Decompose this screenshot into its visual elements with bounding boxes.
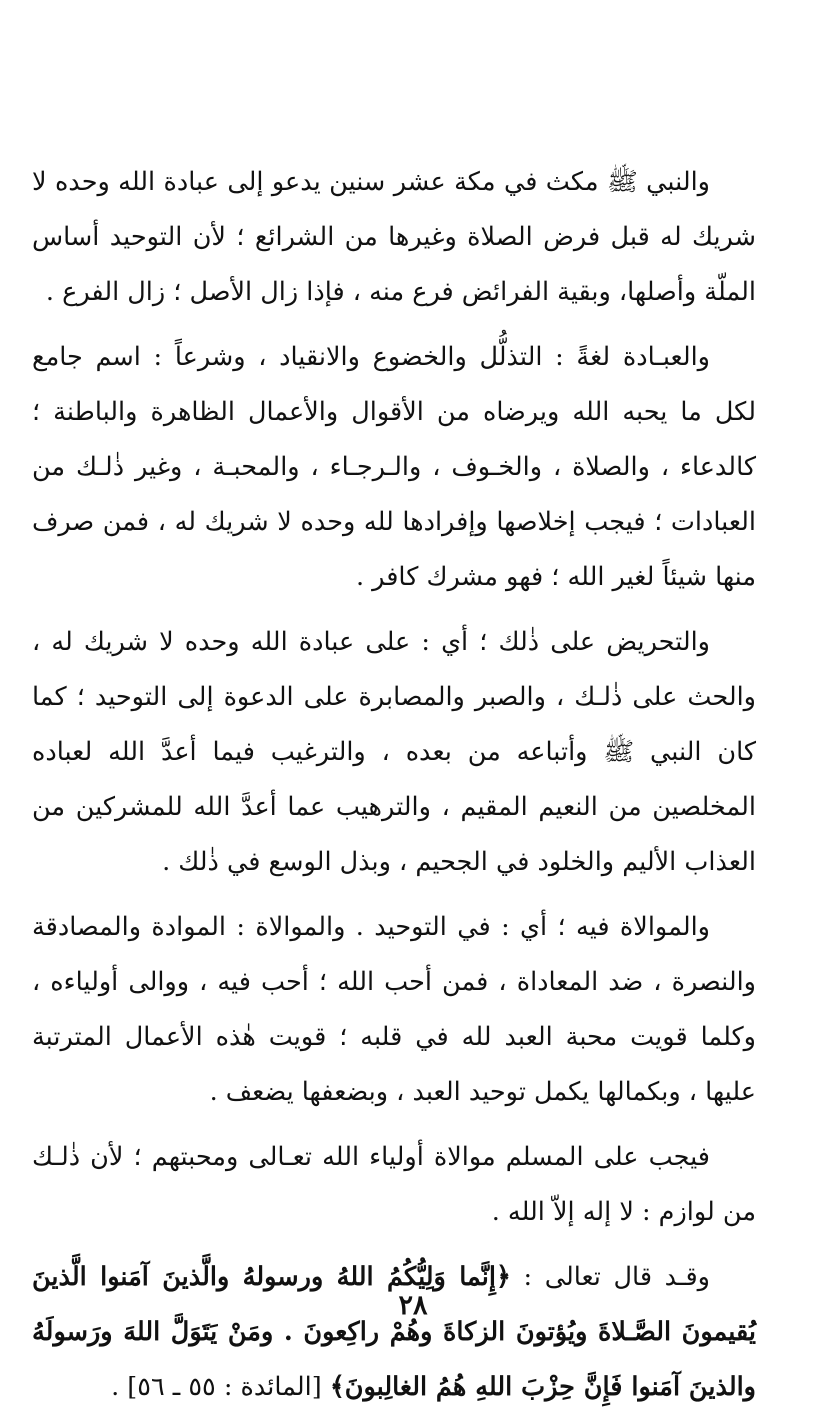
paragraph-quran-citation <box>32 1250 756 1415</box>
citation-intro: وقـد قال تعالى : <box>510 1262 710 1292</box>
quran-verse: ﴿إِنَّما وَلِيُّكُمُ اللهُ ورسولهُ والَّذينَ آمَنوا الَّذينَ يُقيمونَ الصَّـلاةَ ويُؤتونَ الزكاةَ وهُمْ راكِعونَ . ومَنْ يَتَوَلَّ اللهَ ورَسولَهُ والذينَ آمَنوا فَإِنَّ حِزْبَ اللهِ هُمُ الغالِبونَ﴾ <box>32 1262 756 1402</box>
page-number: ٢٨ <box>398 1290 428 1321</box>
paragraph-muwalah: والموالاة فيه ؛ أي : في التوحيد . والموالاة : الموادة والمصادقة والنصرة ، ضد المعاداة ، فمن أحب الله ؛ أحب فيه ، ووالى أولياءه ، وكلما قويت محبة العبد لله في قلبه ؛ قويت هٰذه الأعمال المترتبة عليها ، وبكمالها يكمل توحيد العبد ، وبضعفها يضعف . <box>32 912 756 1107</box>
paragraph-obligation: فيجب على المسلم موالاة أولياء الله تعـالى ومحبتهم ؛ لأن ذٰلـك من لوازم : لا إله إلاّ الله . <box>32 1142 756 1227</box>
paragraph-tawhid-mecca: والنبي ﷺ مكث في مكة عشر سنين يدعو إلى عبادة الله وحده لا شريك له قبل فرض الصلاة وغيرها من الشرائع ؛ لأن التوحيد أساس الملّة وأصلها، وبقية الفرائض فرع منه ، فإذا زال الأصل ؛ زال الفرع . <box>32 167 756 307</box>
page-body <box>32 155 756 1415</box>
paragraph-encouragement: والتحريض على ذٰلك ؛ أي : على عبادة الله وحده لا شريك له ، والحث على ذٰلـك ، والصبر والمصابرة على الدعوة إلى التوحيد ؛ كما كان النبي ﷺ وأتباعه من بعده ، والترغيب فيما أعدَّ الله لعباده المخلصين من النعيم المقيم ، والترهيب عما أعدَّ الله للمشركين من العذاب الأليم والخلود في الجحيم ، وبذل الوسع في ذٰلك . <box>32 627 756 877</box>
surah-reference: [المائدة : ٥٥ ـ ٥٦] . <box>111 1372 330 1402</box>
paragraph-ibadah-definition: والعبـادة لغةً : التذلُّل والخضوع والانقياد ، وشرعاً : اسم جامع لكل ما يحبه الله ويرضاه من الأقوال والأعمال الظاهرة والباطنة ؛ كالدعاء ، والصلاة ، والخـوف ، والـرجـاء ، والمحبـة ، وغير ذٰلـك من العبادات ؛ فيجب إخلاصها وإفرادها لله وحده لا شريك له ، فمن صرف منها شيئاً لغير الله ؛ فهو مشرك كافر . <box>32 342 756 592</box>
